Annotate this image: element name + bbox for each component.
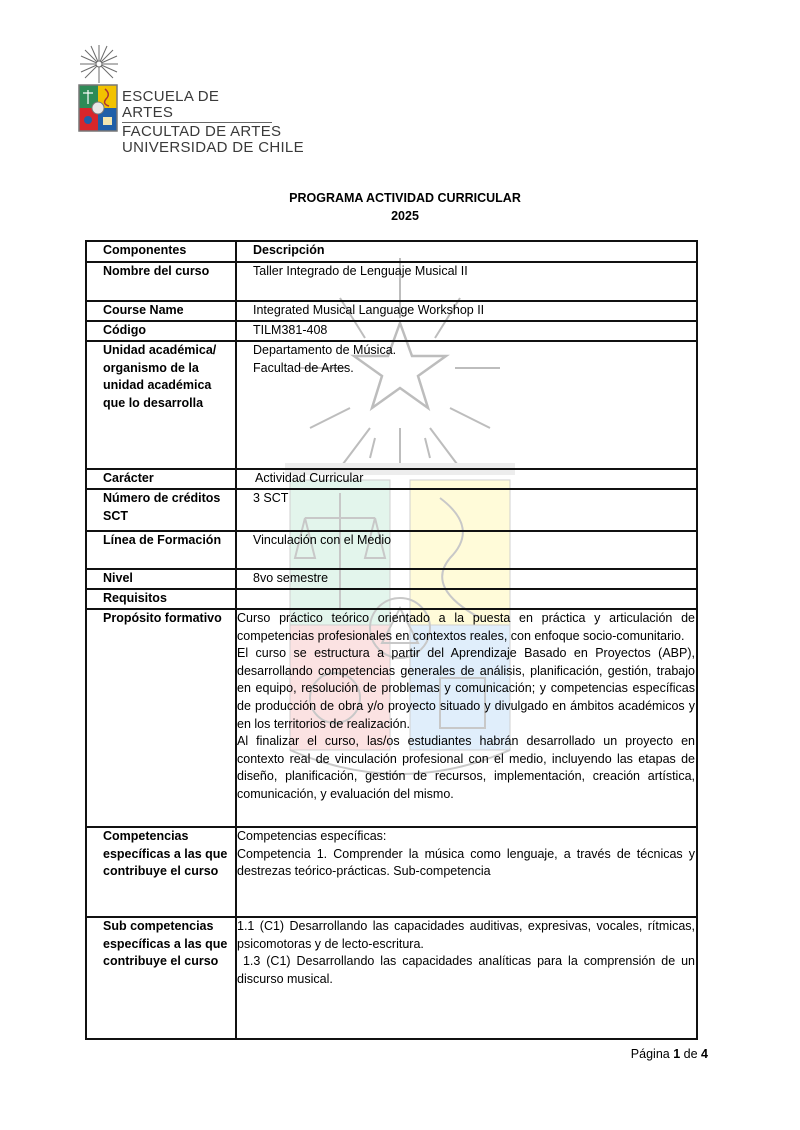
row-label: Competencias específicas a las que contribuye el curso: [86, 827, 236, 917]
page-total: 4: [701, 1047, 708, 1061]
table-row: [86, 917, 697, 1039]
value-line: Departamento de Música.: [253, 343, 397, 357]
table-row: [86, 827, 697, 917]
table-row: [86, 609, 697, 827]
row-label: Código: [86, 321, 236, 341]
paragraph: 1.1 (C1) Desarrollando las capacidades auditivas, expresivas, vocales, rítmicas, psicomotoras y de lecto-escritura.: [237, 919, 695, 951]
header-components: Componentes: [86, 241, 236, 262]
paragraph: Competencia 1. Comprender la música como lenguaje, a través de técnicas y destrezas teórico-prácticas. Sub-competencia: [237, 846, 695, 879]
row-label: Número de créditos SCT: [86, 489, 236, 531]
row-value: [236, 827, 697, 917]
table-row: [86, 301, 697, 321]
row-value: Taller Integrado de Lenguaje Musical II: [236, 262, 697, 301]
value-line: Facultad de Artes.: [253, 360, 354, 375]
row-label: Nombre del curso: [86, 262, 236, 301]
page-prefix: Página: [630, 1047, 670, 1061]
table-row: [86, 589, 697, 609]
table-row: [86, 469, 697, 489]
paragraph: Al finalizar el curso, las/os estudiantes habrán desarrollado un proyecto en contexto real de vinculación profesional con el medio, incluyendo las etapas de diseño, planificación, gestión de recursos, implementación, creación artística, comunicación, y evaluación del mismo.: [237, 734, 695, 801]
row-value: [236, 341, 697, 469]
row-label: Carácter: [86, 469, 236, 489]
logo-line-faculty: FACULTAD DE ARTES: [122, 123, 282, 140]
paragraph: 1.3 (C1) Desarrollando las capacidades analíticas para la comprensión de un discurso musical.: [237, 954, 699, 986]
row-label: Propósito formativo: [86, 609, 236, 827]
page-current: 1: [673, 1047, 681, 1061]
row-label: Sub competencias específicas a las que contribuye el curso: [86, 917, 236, 1039]
row-value: Actividad Curricular: [236, 469, 697, 489]
table-row: [86, 531, 697, 569]
title-main: PROGRAMA ACTIVIDAD CURRICULAR: [289, 191, 521, 205]
paragraph: El curso se estructura a partir del Aprendizaje Basado en Proyectos (ABP), desarrollando competencias generales de análisis, planificación, gestión, trabajo en equipo, resolución de problemas y comunicación; y competencias específicas de producción de obra y/o proyecto situado y divulgado en ámbitos académicos y en los territorios de realización.: [237, 646, 695, 731]
row-value: [236, 589, 697, 609]
page-sep: de: [683, 1047, 698, 1061]
logo-line-university: UNIVERSIDAD DE CHILE: [122, 139, 304, 156]
sunburst-icon: [79, 44, 119, 84]
table-row: [86, 341, 697, 469]
row-label: Nivel: [86, 569, 236, 589]
row-value: Integrated Musical Language Workshop II: [236, 301, 697, 321]
curriculum-table: [85, 240, 698, 1040]
row-label: Línea de Formación: [86, 531, 236, 569]
university-logo: [72, 44, 312, 156]
table-row: [86, 321, 697, 341]
document-title: [0, 189, 800, 225]
paragraph: Curso práctico teórico orientado a la puesta en práctica y articulación de competencias profesionales en contextos reales, con enfoque socio-comunitario.: [237, 611, 695, 643]
paragraph: Competencias específicas:: [237, 829, 387, 843]
header-description: Descripción: [236, 241, 697, 262]
page-number: [631, 1047, 708, 1061]
row-label: Unidad académica/ organismo de la unidad académica que lo desarrolla: [86, 341, 236, 469]
row-value: 8vo semestre: [236, 569, 697, 589]
table-row: [86, 489, 697, 531]
table-header-row: [86, 241, 697, 262]
row-label: Requisitos: [86, 589, 236, 609]
table-row: [86, 262, 697, 301]
row-value: [236, 917, 697, 1039]
row-value: TILM381-408: [236, 321, 697, 341]
row-value: Vinculación con el Medio: [236, 531, 697, 569]
logo-line-school: ESCUELA DE ARTES: [122, 89, 272, 123]
row-value: [236, 609, 697, 827]
row-label: Course Name: [86, 301, 236, 321]
row-value: 3 SCT: [236, 489, 697, 531]
shield-icon: [78, 84, 118, 132]
title-year: 2025: [391, 209, 419, 223]
table-row: [86, 569, 697, 589]
